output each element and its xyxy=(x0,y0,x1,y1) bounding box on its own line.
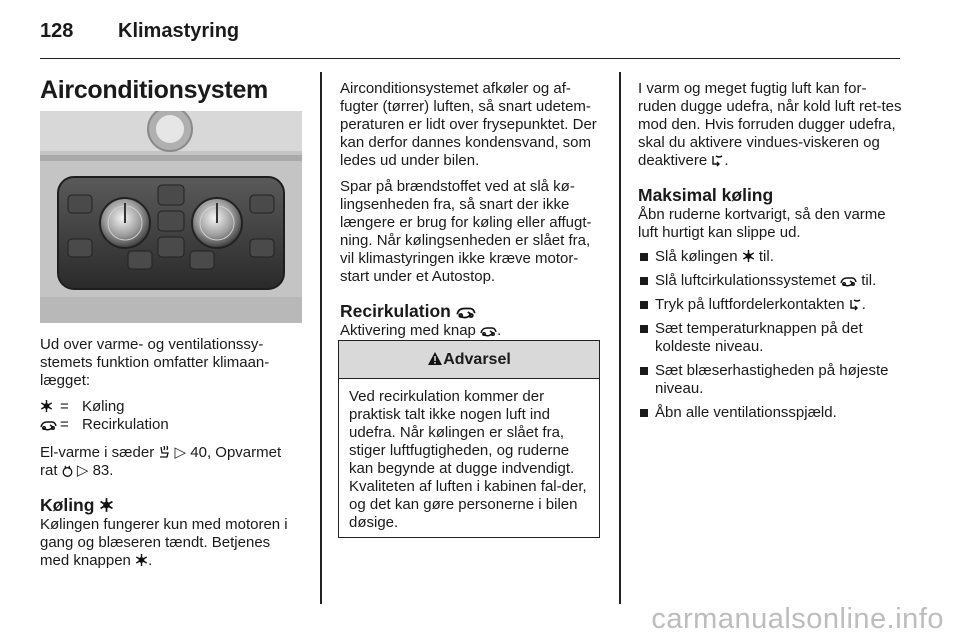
recirculation-activation-text: Aktivering med knap . xyxy=(340,322,502,339)
warning-title: Advarsel xyxy=(443,350,511,368)
warning-triangle-icon xyxy=(427,351,443,369)
max-cooling-steps xyxy=(638,248,904,422)
ac-description-paragraph: Airconditionsystemet afkøler og af-fugter (tørrer) luften, så snart udetem-peraturen er lidt over frysepunktet. Der kan derfor dannes kondensvand, som ledes ud under bilen. xyxy=(340,80,597,169)
cooling-paragraph: Kølingen fungerer kun med motoren i gang og blæseren tændt. Betjenes med knappen . xyxy=(40,516,288,569)
heated-seat-icon xyxy=(158,444,170,461)
snowflake-icon xyxy=(742,248,755,265)
column-divider xyxy=(320,72,322,604)
chapter-title: Klimastyring xyxy=(118,20,240,42)
snowflake-icon xyxy=(99,495,114,515)
intro-paragraph: Ud over varme- og ventilationssy-stemets funktion omfatter klimaan-lægget: xyxy=(40,336,270,389)
warning-header xyxy=(339,341,599,379)
recirculation-icon xyxy=(840,272,857,289)
watermark: carmanualsonline.info xyxy=(651,603,944,635)
climate-control-panel-photo xyxy=(40,111,302,323)
list-item: Åbn alle ventilationsspjæld. xyxy=(638,404,904,422)
page-number: 128 xyxy=(40,20,74,42)
crossref-link-steering[interactable]: 83. xyxy=(92,462,114,479)
column-1-text xyxy=(40,336,302,570)
list-item: Tryk på luftfordelerkontakten . xyxy=(638,296,904,314)
max-cooling-intro: Åbn ruderne kortvarigt, så den varme luft hurtigt kan slippe ud. xyxy=(638,206,886,241)
page-ref-arrow-icon: ▷ xyxy=(76,462,89,479)
page-header xyxy=(40,18,900,59)
snowflake-icon xyxy=(135,552,148,569)
list-item: Sæt blæserhastigheden på højeste niveau. xyxy=(638,362,904,398)
legend-row-recirculation: = Recirkulation xyxy=(40,416,302,434)
legend-label-recirculation: Recirkulation xyxy=(82,416,169,433)
recirculation-icon xyxy=(480,322,497,339)
recirculation-heading: Recirkulation xyxy=(340,300,604,322)
list-item: Slå kølingen til. xyxy=(638,248,904,266)
max-cooling-heading: Maksimal køling xyxy=(638,185,774,205)
fuel-saving-paragraph: Spar på brændstoffet ved at slå kø-lingsenheden fra, så snart der ikke længere er brug for køling eller affugt-ning. Når kølingsenheden er slået fra, vil klimastyringen ikke kræve motor-start under et Autostop. xyxy=(340,178,592,285)
crossref-link-seats[interactable]: 40, Opvarmet xyxy=(190,444,282,461)
heated-steering-wheel-icon xyxy=(62,462,73,479)
cooling-heading: Køling xyxy=(40,494,302,516)
section-title: Airconditionsystem xyxy=(40,76,268,104)
legend-row-cooling: = Køling xyxy=(40,398,302,416)
column-2-text xyxy=(340,80,604,340)
list-item: Slå luftcirkulationssystemet til. xyxy=(638,272,904,290)
fogging-paragraph: I varm og meget fugtig luft kan for-ruden dugge udefra, når kold luft ret-tes mod den. Hvis forruden dugger udefra, skal du aktivere vindues-viskeren og deaktivere . xyxy=(638,80,902,169)
recirculation-icon xyxy=(456,301,476,321)
legend-label-cooling: Køling xyxy=(82,398,125,415)
column-divider xyxy=(619,72,621,604)
list-item: Sæt temperaturknappen på det koldeste niveau. xyxy=(638,320,904,356)
air-distribution-icon xyxy=(711,152,724,169)
page-ref-arrow-icon: ▷ xyxy=(174,444,187,461)
recirculation-icon xyxy=(40,416,60,434)
crossref-paragraph: El-varme i sæder ▷ 40, Opvarmet rat ▷ 83. xyxy=(40,444,282,479)
warning-text: Ved recirkulation kommer der praktisk talt ikke nogen luft ind udefra. Når kølingen er slået fra, stiger luftfugtigheden, og ruderne kan begynde at dugge indvendigt. Kvaliteten af luften i kabinen fal-der, og det kan gøre personerne i bilen døsige. xyxy=(349,388,587,531)
snowflake-icon xyxy=(40,398,60,416)
warning-box xyxy=(338,340,600,538)
air-distribution-icon xyxy=(849,296,862,313)
column-3-text xyxy=(638,80,904,428)
